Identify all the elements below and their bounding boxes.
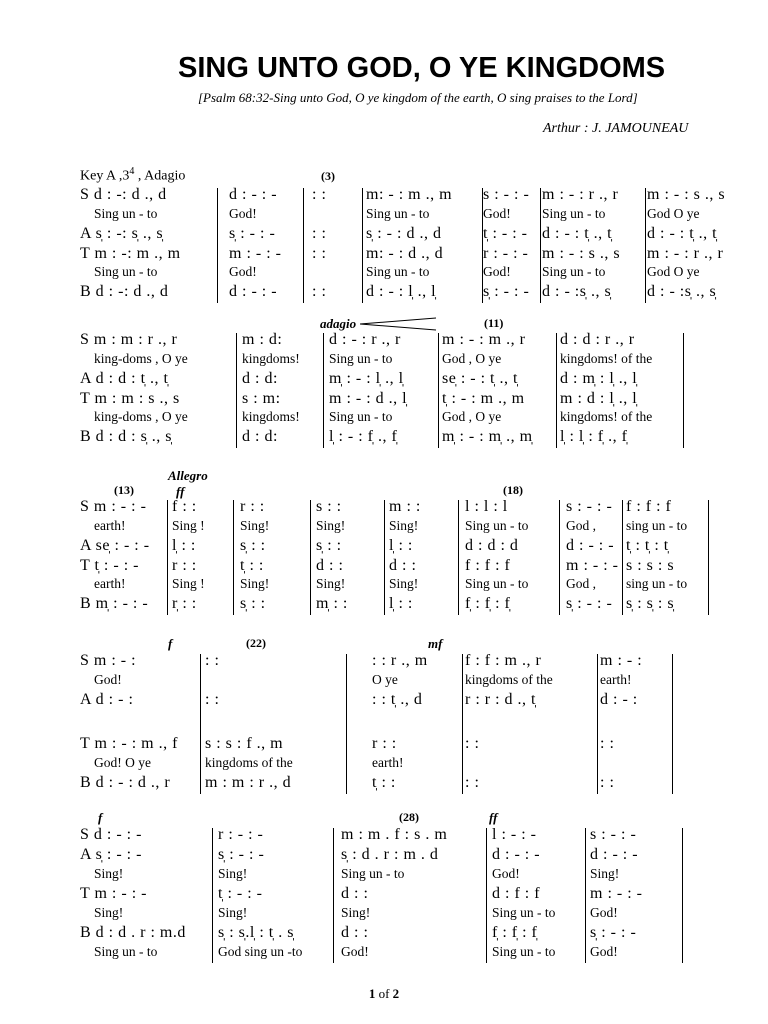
solfa-cell: d : - : - — [229, 283, 278, 300]
lyric-cell: Sing un - to — [492, 905, 556, 920]
lyric-cell: God O ye — [647, 264, 700, 279]
lyric-cell: God! — [492, 866, 520, 881]
solfa-cell: s̩ : - : - — [566, 595, 613, 612]
lyric-row — [0, 409, 768, 429]
solfa-cell: m: - : d ., d — [366, 245, 444, 262]
solfa-cell: d : d: — [242, 428, 278, 445]
solfa-cell: S d : - : - — [80, 826, 142, 843]
solfa-cell: T t̩ : - : - — [80, 557, 139, 574]
solfa-cell: se̩ : - : t̩ ., t̩ — [442, 370, 518, 387]
solfa-cell: l̩ : : — [172, 537, 196, 554]
solfa-cell: s̩ : s̩ : s̩ — [626, 595, 675, 612]
solfa-cell: d : - : l̩ ., l̩ — [366, 283, 437, 300]
solfa-cell: d : - : - — [590, 846, 639, 863]
tempo-label: , Adagio — [134, 168, 186, 184]
solfa-cell: t̩ : : — [372, 774, 396, 791]
lyric-row — [0, 206, 768, 226]
lyric-row — [0, 866, 768, 886]
solfa-cell: m : m . f : s . m — [341, 826, 448, 843]
lyric-cell: Sing! — [316, 518, 346, 533]
solfa-cell: s : m: — [242, 390, 281, 407]
bar-line — [323, 333, 324, 448]
solfa-cell: T m : -: m ., m — [80, 245, 181, 262]
lyric-cell: God! — [590, 905, 618, 920]
solfa-cell: : : — [465, 735, 480, 752]
lyric-cell: kingdoms! of the — [560, 351, 653, 366]
bar-line — [585, 828, 586, 963]
solfa-cell: B d : - : d ., r — [80, 774, 171, 791]
solfa-cell: t̩ : : — [240, 557, 264, 574]
lyric-cell: God , — [566, 576, 596, 591]
solfa-cell: s : - : - — [483, 186, 530, 203]
solfa-cell: B d : -: d ., d — [80, 283, 169, 300]
solfa-cell: r̩ : : — [172, 595, 197, 612]
bar-line — [645, 188, 646, 303]
lyric-cell: Sing! — [240, 518, 270, 533]
lyric-cell: God! O ye — [94, 755, 151, 770]
dynamic-adagio: adagio — [320, 316, 357, 331]
solfa-cell: f̩ : f̩ : f̩ — [465, 595, 511, 612]
solfa-cell: : : r ., m — [372, 652, 428, 669]
solfa-cell: r : - : - — [483, 245, 529, 262]
solfa-cell: l : l : l — [465, 498, 508, 515]
solfa-cell: : : — [600, 774, 615, 791]
solfa-cell: d : - : - — [229, 186, 278, 203]
solfa-cell: r : : — [240, 498, 265, 515]
key-label: Key A ,3 — [80, 168, 130, 184]
voice-row — [0, 331, 768, 351]
solfa-cell: : : — [205, 691, 220, 708]
bar-line — [672, 654, 673, 794]
solfa-cell: B m̩ : - : - — [80, 595, 149, 612]
lyric-cell: Sing! — [218, 905, 248, 920]
bar-line — [362, 188, 363, 303]
solfa-cell: m : - : - — [566, 557, 619, 574]
solfa-cell: r : r : d ., t̩ — [465, 691, 536, 708]
key-time-sub: 4 — [129, 166, 135, 177]
lyric-cell: God sing un -to — [218, 944, 303, 959]
bar-line — [310, 500, 311, 615]
lyric-row — [0, 944, 768, 964]
solfa-cell: m̩ : : — [316, 595, 348, 612]
lyric-cell: Sing! — [341, 905, 371, 920]
bar-line — [683, 333, 684, 448]
bar-line — [559, 500, 560, 615]
solfa-cell: s̩ : - : - — [218, 846, 265, 863]
lyric-cell: God! — [94, 672, 122, 687]
lyric-cell: king-doms , O ye — [94, 409, 188, 424]
solfa-cell: d : - : t̩ ., t̩ — [647, 225, 718, 242]
lyric-row — [0, 755, 768, 775]
solfa-cell: S m : m : r ., r — [80, 331, 178, 348]
lyric-cell: Sing ! — [172, 576, 205, 591]
bar-line — [346, 654, 347, 794]
voice-row — [0, 186, 768, 206]
solfa-cell: : : — [205, 652, 220, 669]
voice-row — [0, 735, 768, 755]
solfa-cell: d : - : r ., r — [329, 331, 401, 348]
bar-line — [458, 500, 459, 615]
solfa-cell: m : : — [389, 498, 421, 515]
solfa-cell: t̩ : t̩ : t̩ — [626, 537, 669, 554]
solfa-cell: d : m̩ : l̩ ., l̩ — [560, 370, 638, 387]
lyric-cell: Sing ! — [172, 518, 205, 533]
lyric-cell: Sing! — [240, 576, 270, 591]
scripture-subtitle: [Psalm 68:32-Sing unto God, O ye kingdom of the earth, O sing praises to the Lord] — [198, 90, 638, 105]
solfa-cell: r : : — [172, 557, 197, 574]
lyric-cell: God O ye — [647, 206, 700, 221]
solfa-cell: d : d: — [242, 370, 278, 387]
solfa-cell: s̩ : d . r : m . d — [341, 846, 439, 863]
solfa-cell: l̩ : : — [389, 595, 413, 612]
solfa-cell: l̩ : - : f̩ ., f̩ — [329, 428, 398, 445]
measure-marker-13: (13) — [114, 483, 134, 497]
measure-marker-22: (22) — [246, 636, 266, 650]
lyric-cell: Sing! — [590, 866, 620, 881]
solfa-cell: m : - : s ., s — [647, 186, 726, 203]
solfa-cell: f : f : m ., r — [465, 652, 542, 669]
voice-row — [0, 691, 768, 711]
lyric-cell: kingdoms of the — [205, 755, 293, 770]
lyric-row — [0, 905, 768, 925]
dynamic-allegro: Allegro — [168, 468, 208, 483]
solfa-cell: m : - : r ., r — [542, 186, 619, 203]
solfa-cell: s̩ : : — [240, 595, 266, 612]
solfa-cell: : : — [600, 735, 615, 752]
lyric-cell: Sing! — [94, 905, 124, 920]
solfa-cell: : : — [312, 283, 327, 300]
solfa-cell: d : : — [316, 557, 344, 574]
bar-line — [540, 188, 541, 303]
solfa-cell: d : : — [389, 557, 417, 574]
lyric-cell: kingdoms! — [242, 351, 300, 366]
solfa-cell: s : : — [316, 498, 342, 515]
solfa-cell: T m : m : s ., s — [80, 390, 180, 407]
bar-line — [438, 333, 439, 448]
dynamic-mf: mf — [428, 636, 443, 651]
solfa-cell: m : - : m ., r — [442, 331, 526, 348]
lyric-cell: king-doms , O ye — [94, 351, 188, 366]
solfa-cell: l : - : - — [492, 826, 537, 843]
bar-line — [482, 188, 483, 303]
page-footer — [0, 986, 768, 1002]
solfa-cell: s : s : s — [626, 557, 675, 574]
solfa-cell: s : - : - — [566, 498, 613, 515]
solfa-cell: d : d : d — [465, 537, 519, 554]
solfa-cell: A s̩ : -: s̩ ., s̩ — [80, 225, 164, 242]
page-number: 1 — [368, 986, 376, 1001]
solfa-cell: f̩ : f̩ : f̩ — [492, 924, 538, 941]
lyric-cell: Sing un - to — [492, 944, 556, 959]
solfa-cell: t̩ : - : - — [218, 885, 263, 902]
measure-marker-28: (28) — [399, 810, 419, 824]
dynamic-ff-2: ff — [489, 810, 498, 825]
lyric-cell: kingdoms! — [242, 409, 300, 424]
solfa-cell: s̩ : - : - — [590, 924, 637, 941]
lyric-cell: Sing! — [218, 866, 248, 881]
solfa-cell: d : - : - — [492, 846, 541, 863]
solfa-cell: B d : d . r : m.d — [80, 924, 186, 941]
bar-line — [486, 828, 487, 963]
solfa-cell: m : - : - — [229, 245, 282, 262]
voice-row — [0, 370, 768, 390]
lyric-cell: God! — [229, 206, 257, 221]
solfa-cell: m : - : d ., l̩ — [329, 390, 408, 407]
voice-row — [0, 924, 768, 944]
solfa-cell: t̩ : - : - — [483, 225, 528, 242]
voice-row — [0, 245, 768, 265]
solfa-cell: f : : — [172, 498, 197, 515]
lyric-cell: Sing un - to — [465, 518, 529, 533]
voice-row — [0, 652, 768, 672]
solfa-cell: m : d: — [242, 331, 283, 348]
dynamic-f-1: f — [168, 636, 173, 651]
solfa-cell: m̩ : - : m̩ ., m̩ — [442, 428, 533, 445]
solfa-cell: : : — [312, 245, 327, 262]
bar-line — [233, 500, 234, 615]
lyric-cell: God! — [229, 264, 257, 279]
lyric-cell: Sing! — [389, 518, 419, 533]
lyric-cell: God , O ye — [442, 409, 502, 424]
lyric-cell: Sing un - to — [329, 409, 393, 424]
measure-marker-18: (18) — [503, 483, 523, 497]
solfa-cell: l̩ : : — [389, 537, 413, 554]
voice-row — [0, 428, 768, 448]
lyric-cell: God! — [483, 206, 511, 221]
bar-line — [200, 654, 201, 794]
bar-line — [384, 500, 385, 615]
solfa-cell: B d : d : s̩ ., s̩ — [80, 428, 173, 445]
solfa-cell: r : - : - — [218, 826, 264, 843]
bar-line — [303, 188, 304, 303]
lyric-cell: God! — [590, 944, 618, 959]
voice-row — [0, 846, 768, 866]
solfa-cell: : : — [312, 225, 327, 242]
solfa-cell: s : s : f ., m — [205, 735, 284, 752]
lyric-cell: Sing un - to — [366, 264, 430, 279]
key-signature — [80, 166, 185, 185]
solfa-cell: s̩ : - : - — [229, 225, 276, 242]
blank-row — [0, 713, 768, 733]
solfa-cell: T m : - : - — [80, 885, 147, 902]
solfa-cell: m̩ : - : l̩ ., l̩ — [329, 370, 404, 387]
solfa-cell: d : : — [341, 924, 369, 941]
measure-marker-11: (11) — [484, 316, 504, 330]
song-title: SING UNTO GOD, O YE KINGDOMS — [178, 52, 666, 84]
solfa-cell: m : - : - — [590, 885, 643, 902]
solfa-cell: A se̩ : - : - — [80, 537, 150, 554]
solfa-cell: A d : - : — [80, 691, 134, 708]
voice-row — [0, 390, 768, 410]
voice-row — [0, 826, 768, 846]
voice-row — [0, 225, 768, 245]
solfa-cell: s̩ : - : - — [483, 283, 530, 300]
bar-line — [462, 654, 463, 794]
voice-row — [0, 885, 768, 905]
composer-credit: Arthur : J. JAMOUNEAU — [543, 121, 689, 136]
solfa-cell: f : f : f — [626, 498, 672, 515]
voice-row — [0, 283, 768, 303]
lyric-cell: Sing! — [94, 866, 124, 881]
bar-line — [167, 500, 168, 615]
solfa-cell: S m : - : — [80, 652, 137, 669]
lyric-cell: Sing un - to — [94, 944, 158, 959]
solfa-cell: m : d : l̩ ., l̩ — [560, 390, 638, 407]
solfa-cell: d : - :s̩ ., s̩ — [542, 283, 612, 300]
lyric-row — [0, 672, 768, 692]
lyric-cell: Sing un - to — [94, 206, 158, 221]
lyric-cell: Sing! — [316, 576, 346, 591]
solfa-cell: d : f : f — [492, 885, 541, 902]
solfa-cell: T m : - : m ., f — [80, 735, 178, 752]
lyric-cell: Sing un - to — [542, 206, 606, 221]
solfa-cell: d : d : r ., r — [560, 331, 635, 348]
solfa-cell: s̩ : - : d ., d — [366, 225, 442, 242]
lyric-cell: Sing un - to — [465, 576, 529, 591]
lyric-cell: Sing un - to — [542, 264, 606, 279]
solfa-cell: m : - : r ., r — [647, 245, 724, 262]
solfa-cell: d : : — [341, 885, 369, 902]
lyric-cell: God! — [341, 944, 369, 959]
lyric-cell: sing un - to — [626, 518, 688, 533]
dynamic-f-2: f — [98, 810, 103, 825]
solfa-cell: d : - : — [600, 691, 638, 708]
bar-line — [597, 654, 598, 794]
solfa-cell: s̩ : : — [316, 537, 342, 554]
solfa-cell: m : - : — [600, 652, 643, 669]
solfa-cell: d : - :s̩ ., s̩ — [647, 283, 717, 300]
voice-row — [0, 774, 768, 794]
lyric-cell: earth! — [94, 576, 126, 591]
solfa-cell: r : : — [372, 735, 397, 752]
solfa-cell: s̩ : s̩.l̩ : t̩ . s̩ — [218, 924, 294, 941]
bar-line — [333, 828, 334, 963]
solfa-cell: S d : -: d ., d — [80, 186, 167, 203]
lyric-cell: Sing un - to — [329, 351, 393, 366]
solfa-cell: f : f : f — [465, 557, 511, 574]
lyric-cell: Sing un - to — [366, 206, 430, 221]
bar-line — [556, 333, 557, 448]
lyric-cell: Sing un - to — [341, 866, 405, 881]
lyric-row — [0, 351, 768, 371]
solfa-cell: : : — [312, 186, 327, 203]
solfa-cell: l̩ : l̩ : f̩ ., f̩ — [560, 428, 628, 445]
solfa-cell: s : - : - — [590, 826, 637, 843]
solfa-cell: m: - : m ., m — [366, 186, 453, 203]
solfa-cell: s̩ : : — [240, 537, 266, 554]
dynamic-ff-1: ff — [176, 484, 185, 499]
lyric-cell: God , — [566, 518, 596, 533]
solfa-cell: m : m : r ., d — [205, 774, 292, 791]
solfa-cell: m : - : s ., s — [542, 245, 621, 262]
solfa-cell: A d : d : t̩ ., t̩ — [80, 370, 169, 387]
solfa-cell: t̩ : - : m ., m — [442, 390, 525, 407]
solfa-cell: d : - : t̩ ., t̩ — [542, 225, 613, 242]
solfa-cell: d : - : - — [566, 537, 615, 554]
lyric-cell: God , O ye — [442, 351, 502, 366]
solfa-cell: S m : - : - — [80, 498, 147, 515]
bar-line — [236, 333, 237, 448]
bar-line — [682, 828, 683, 963]
lyric-row — [0, 264, 768, 284]
lyric-cell: Sing! — [389, 576, 419, 591]
lyric-cell: O ye — [372, 672, 398, 687]
solfa-cell: A s̩ : - : - — [80, 846, 142, 863]
lyric-cell: sing un - to — [626, 576, 688, 591]
measure-marker-3: (3) — [321, 169, 335, 183]
bar-line — [622, 500, 623, 615]
lyric-cell: God! — [483, 264, 511, 279]
lyric-cell: kingdoms! of the — [560, 409, 653, 424]
lyric-cell: earth! — [372, 755, 404, 770]
page-total: 2 — [392, 986, 400, 1001]
bar-line — [217, 188, 218, 303]
solfa-cell: : : — [465, 774, 480, 791]
lyric-cell: kingdoms of the — [465, 672, 553, 687]
lyric-cell: earth! — [94, 518, 126, 533]
bar-line — [708, 500, 709, 615]
bar-line — [212, 828, 213, 963]
solfa-cell: : : t̩ ., d — [372, 691, 423, 708]
lyric-cell: earth! — [600, 672, 632, 687]
lyric-cell: Sing un - to — [94, 264, 158, 279]
page-of: of — [378, 986, 390, 1001]
